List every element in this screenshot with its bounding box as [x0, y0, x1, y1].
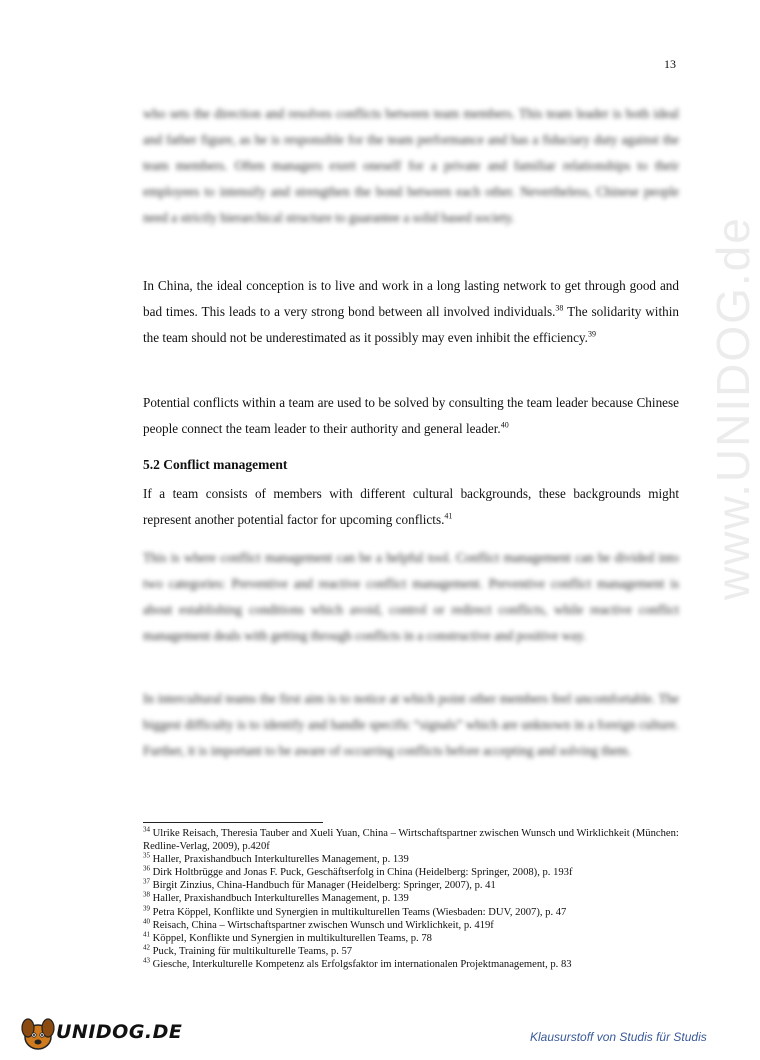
footnote-divider	[143, 822, 323, 823]
footnote	[143, 892, 683, 905]
footnote-number: 42	[143, 943, 150, 952]
paragraph-conflicts-text: Potential conflicts within a team are used to be solved by consulting the team leader because Chinese people connect the team leader to their authority and general leader.	[143, 395, 679, 436]
page-number: 13	[664, 57, 676, 71]
unidog-logo	[16, 1013, 183, 1053]
paragraph-china-tail: The solidarity within the team should not be underestimated as it possibly may even inhibit the efficiency.	[143, 304, 679, 345]
footnote-ref-40: 40	[500, 420, 509, 430]
footnote	[143, 958, 683, 971]
footer-tagline: Klausurstoff von Studis für Studis	[530, 1030, 707, 1044]
footnote	[143, 945, 683, 958]
footnote-text: Petra Köppel, Konflikte und Synergien in multikulturellen Teams (Wiesbaden: DUV, 2007), p. 47	[152, 906, 567, 918]
footnote	[143, 906, 683, 919]
blurred-paragraph-2: This is where conflict management can be a helpful tool. Conflict management can be divided into two categories: Preventive and reactive conflict management. Preventive conflict management is about establishing conditions which avoid, control or redirect conflicts, while reactive conflict management deals with getting through conflicts in a constructive and positive way.	[143, 550, 679, 643]
paragraph-china	[143, 273, 679, 351]
footnotes	[143, 827, 683, 971]
footnote-text: Giesche, Interkulturelle Kompetenz als Erfolgsfaktor im internationalen Projektmanagement, p. 83	[152, 958, 572, 970]
footnote-number: 38	[143, 890, 150, 899]
side-watermark: www.UNIDOG.de	[707, 216, 759, 600]
footnote-text: Köppel, Konflikte und Synergien in multikulturellen Teams, p. 78	[152, 932, 432, 944]
footnote	[143, 853, 683, 866]
footnote-ref-39: 39	[587, 329, 596, 339]
footnote-text: Haller, Praxishandbuch Interkulturelles Management, p. 139	[152, 854, 409, 866]
footnote-number: 34	[143, 825, 150, 834]
footnote-text: Haller, Praxishandbuch Interkulturelles Management, p. 139	[152, 893, 409, 905]
paragraph-team	[143, 481, 679, 533]
footnote-ref-41: 41	[444, 511, 453, 521]
footnote	[143, 879, 683, 892]
blurred-paragraph-1: who sets the direction and resolves conflicts between team members. This team leader is both ideal and father figure, as he is responsible for the team performance and has a fiduciary duty against the team members. Often managers exert oneself for a private and familiar relationships to their employees to intensify and strengthen the bond between each other. Nevertheless, Chinese people need a strictly hierarchical structure to guarantee a solid based society.	[143, 106, 679, 225]
footnote-text: Reisach, China – Wirtschaftspartner zwischen Wunsch und Wirklichkeit, p. 419f	[152, 919, 494, 931]
footnote-number: 36	[143, 864, 150, 873]
footnote-text: Ulrike Reisach, Theresia Tauber and Xueli Yuan, China – Wirtschaftspartner zwischen Wunsch und Wirklichkeit (München: Redline-Verlag, 2009), p.420f	[143, 828, 679, 853]
logo-text: UNIDOG.DE	[56, 1021, 183, 1043]
paragraph-conflicts	[143, 390, 679, 442]
footnote-text: Puck, Training für multikulturelle Teams, p. 57	[152, 945, 353, 957]
dog-mascot-icon	[16, 1013, 60, 1053]
section-heading: 5.2 Conflict management	[143, 457, 288, 472]
footnote-number: 40	[143, 917, 150, 926]
footnote	[143, 827, 683, 853]
footnote	[143, 866, 683, 879]
footnote-text: Birgit Zinzius, China-Handbuch für Manager (Heidelberg: Springer, 2007), p. 41	[152, 880, 496, 892]
blurred-paragraph-3: In intercultural teams the first aim is to notice at which point other members feel uncomfortable. The biggest difficulty is to identify and handle specific “signals” which are unknown in a foreign culture. Further, it is important to be aware of occurring conflicts before accepting and solving them.	[143, 691, 679, 758]
footnote-number: 37	[143, 877, 150, 886]
footnote-number: 43	[143, 956, 150, 965]
footnote-ref-38: 38	[555, 303, 564, 313]
footnote-text: Dirk Holtbrügge and Jonas F. Puck, Geschäftserfolg in China (Heidelberg: Springer, 2008), p. 193f	[152, 867, 573, 879]
footnote-number: 35	[143, 851, 150, 860]
paragraph-team-text: If a team consists of members with different cultural backgrounds, these backgrounds might represent another potential factor for upcoming conflicts.	[143, 486, 679, 527]
footnote-number: 41	[143, 930, 150, 939]
footnote	[143, 919, 683, 932]
paragraph-china-text: In China, the ideal conception is to live and work in a long lasting network to get through good and bad times. This leads to a very strong bond between all involved individuals.	[143, 278, 679, 319]
footnote-number: 39	[143, 904, 150, 913]
footnote	[143, 932, 683, 945]
